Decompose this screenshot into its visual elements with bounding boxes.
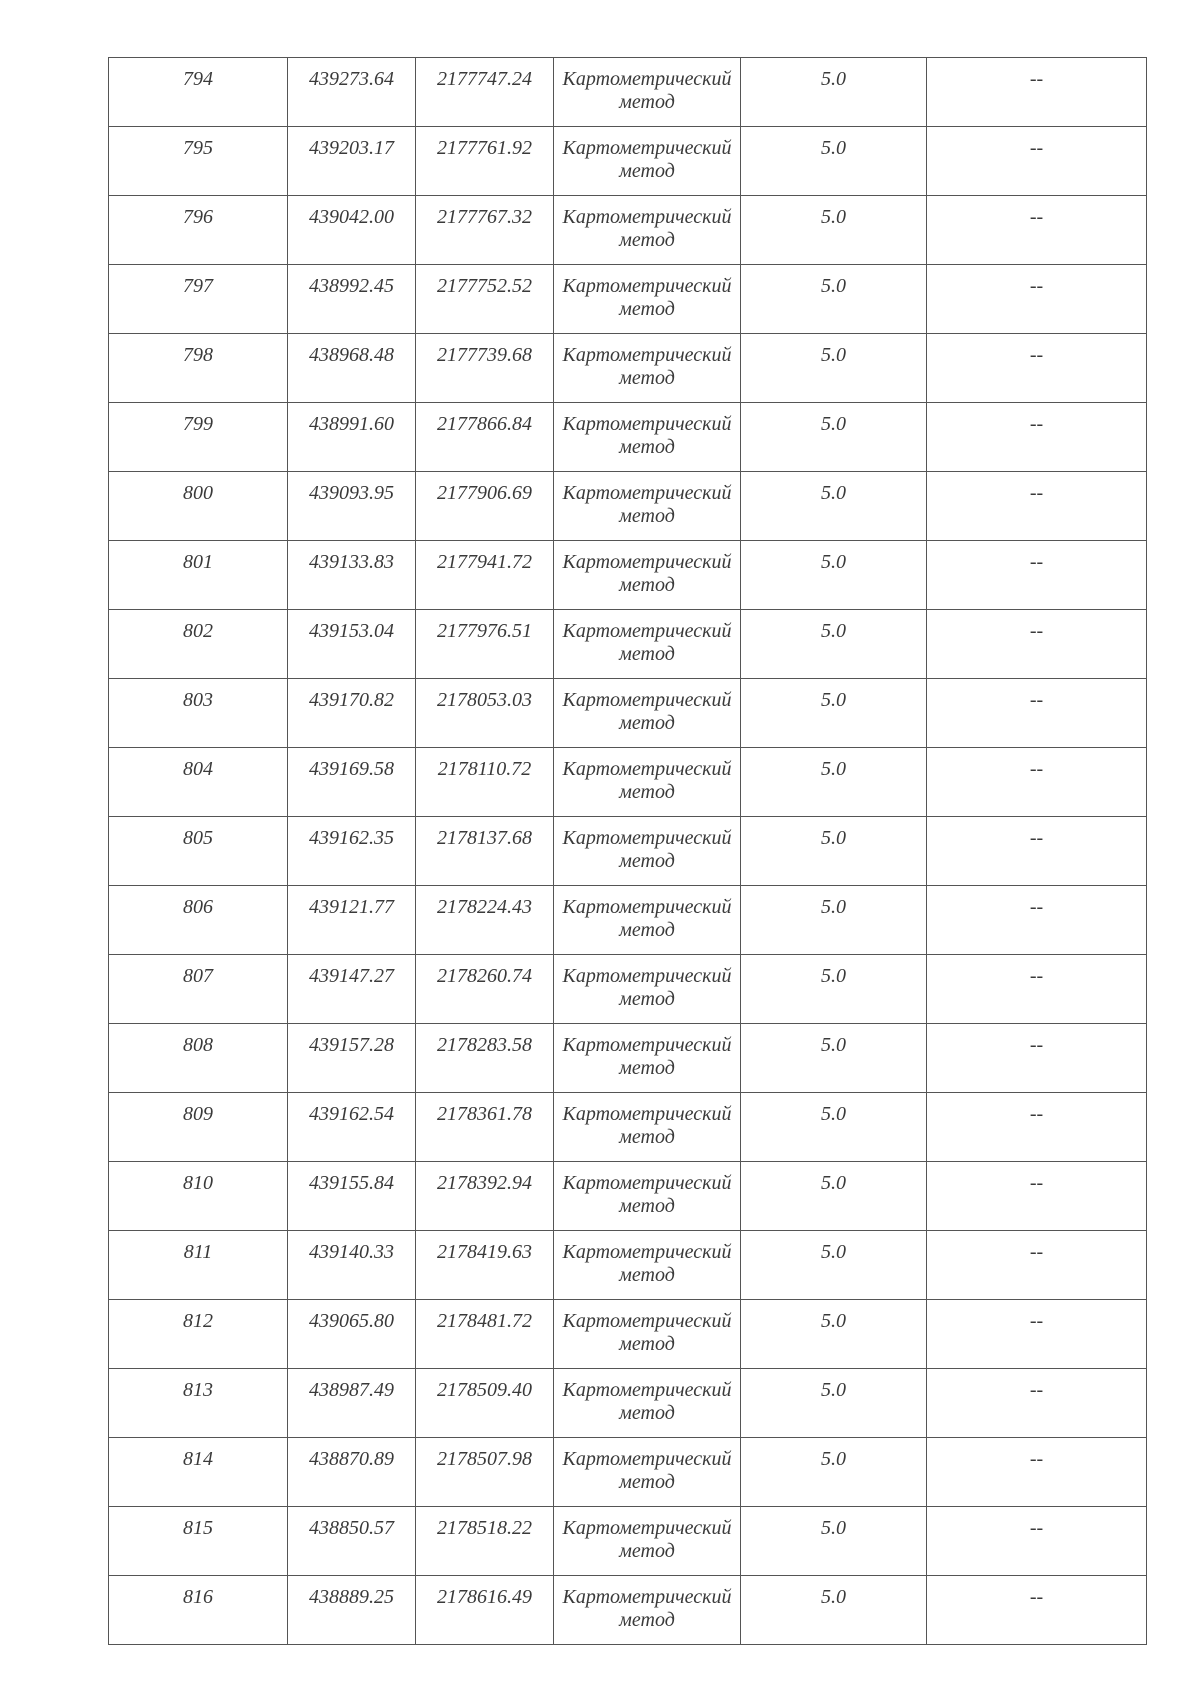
point-number-cell: 798 [109,334,288,403]
x-coordinate-cell: 438850.57 [288,1507,416,1576]
point-number-cell: 804 [109,748,288,817]
y-coordinate-cell: 2177941.72 [416,541,554,610]
method-cell: Картометрический метод [554,127,741,196]
table-row [109,1093,1147,1162]
accuracy-cell: 5.0 [741,403,927,472]
table-row [109,265,1147,334]
x-coordinate-cell: 439140.33 [288,1231,416,1300]
y-coordinate-cell: 2178224.43 [416,886,554,955]
method-cell: Картометрический метод [554,1162,741,1231]
point-number-cell: 811 [109,1231,288,1300]
accuracy-cell: 5.0 [741,1024,927,1093]
point-number-cell: 794 [109,58,288,127]
y-coordinate-cell: 2178509.40 [416,1369,554,1438]
method-cell: Картометрический метод [554,1093,741,1162]
accuracy-cell: 5.0 [741,1438,927,1507]
description-cell: -- [927,817,1147,886]
point-number-cell: 807 [109,955,288,1024]
accuracy-cell: 5.0 [741,58,927,127]
point-number-cell: 796 [109,196,288,265]
accuracy-cell: 5.0 [741,1300,927,1369]
method-cell: Картометрический метод [554,1507,741,1576]
x-coordinate-cell: 438987.49 [288,1369,416,1438]
method-cell: Картометрический метод [554,817,741,886]
accuracy-cell: 5.0 [741,955,927,1024]
x-coordinate-cell: 439042.00 [288,196,416,265]
x-coordinate-cell: 439153.04 [288,610,416,679]
method-cell: Картометрический метод [554,1300,741,1369]
x-coordinate-cell: 438991.60 [288,403,416,472]
accuracy-cell: 5.0 [741,1231,927,1300]
description-cell: -- [927,58,1147,127]
method-cell: Картометрический метод [554,955,741,1024]
point-number-cell: 799 [109,403,288,472]
table-row [109,196,1147,265]
method-cell: Картометрический метод [554,541,741,610]
accuracy-cell: 5.0 [741,127,927,196]
y-coordinate-cell: 2178053.03 [416,679,554,748]
y-coordinate-cell: 2177739.68 [416,334,554,403]
accuracy-cell: 5.0 [741,886,927,955]
accuracy-cell: 5.0 [741,334,927,403]
description-cell: -- [927,1438,1147,1507]
method-cell: Картометрический метод [554,1438,741,1507]
method-cell: Картометрический метод [554,610,741,679]
method-cell: Картометрический метод [554,334,741,403]
point-number-cell: 800 [109,472,288,541]
description-cell: -- [927,1231,1147,1300]
y-coordinate-cell: 2177906.69 [416,472,554,541]
table-row [109,1162,1147,1231]
table-row [109,58,1147,127]
table-row [109,1576,1147,1645]
description-cell: -- [927,1093,1147,1162]
coordinates-table-body [109,58,1147,1645]
y-coordinate-cell: 2177747.24 [416,58,554,127]
table-row [109,334,1147,403]
point-number-cell: 813 [109,1369,288,1438]
x-coordinate-cell: 438992.45 [288,265,416,334]
description-cell: -- [927,610,1147,679]
y-coordinate-cell: 2178616.49 [416,1576,554,1645]
point-number-cell: 815 [109,1507,288,1576]
table-row [109,748,1147,817]
description-cell: -- [927,1576,1147,1645]
x-coordinate-cell: 438889.25 [288,1576,416,1645]
table-row [109,1300,1147,1369]
method-cell: Картометрический метод [554,1231,741,1300]
accuracy-cell: 5.0 [741,610,927,679]
accuracy-cell: 5.0 [741,472,927,541]
method-cell: Картометрический метод [554,1576,741,1645]
x-coordinate-cell: 439155.84 [288,1162,416,1231]
y-coordinate-cell: 2177976.51 [416,610,554,679]
table-row [109,472,1147,541]
accuracy-cell: 5.0 [741,196,927,265]
description-cell: -- [927,1300,1147,1369]
point-number-cell: 802 [109,610,288,679]
point-number-cell: 797 [109,265,288,334]
point-number-cell: 810 [109,1162,288,1231]
x-coordinate-cell: 439170.82 [288,679,416,748]
y-coordinate-cell: 2178419.63 [416,1231,554,1300]
x-coordinate-cell: 439203.17 [288,127,416,196]
y-coordinate-cell: 2177761.92 [416,127,554,196]
point-number-cell: 795 [109,127,288,196]
description-cell: -- [927,472,1147,541]
description-cell: -- [927,748,1147,817]
table-row [109,679,1147,748]
method-cell: Картометрический метод [554,472,741,541]
table-row [109,955,1147,1024]
method-cell: Картометрический метод [554,1369,741,1438]
x-coordinate-cell: 439121.77 [288,886,416,955]
description-cell: -- [927,679,1147,748]
table-row [109,1507,1147,1576]
x-coordinate-cell: 439093.95 [288,472,416,541]
table-row [109,1231,1147,1300]
method-cell: Картометрический метод [554,58,741,127]
description-cell: -- [927,955,1147,1024]
method-cell: Картометрический метод [554,265,741,334]
y-coordinate-cell: 2178283.58 [416,1024,554,1093]
y-coordinate-cell: 2178260.74 [416,955,554,1024]
point-number-cell: 814 [109,1438,288,1507]
x-coordinate-cell: 439133.83 [288,541,416,610]
x-coordinate-cell: 439157.28 [288,1024,416,1093]
method-cell: Картометрический метод [554,196,741,265]
accuracy-cell: 5.0 [741,817,927,886]
x-coordinate-cell: 439169.58 [288,748,416,817]
accuracy-cell: 5.0 [741,748,927,817]
point-number-cell: 809 [109,1093,288,1162]
accuracy-cell: 5.0 [741,679,927,748]
table-row [109,541,1147,610]
description-cell: -- [927,265,1147,334]
y-coordinate-cell: 2177866.84 [416,403,554,472]
table-row [109,886,1147,955]
y-coordinate-cell: 2178481.72 [416,1300,554,1369]
table-row [109,817,1147,886]
point-number-cell: 812 [109,1300,288,1369]
y-coordinate-cell: 2178110.72 [416,748,554,817]
method-cell: Картометрический метод [554,679,741,748]
point-number-cell: 805 [109,817,288,886]
accuracy-cell: 5.0 [741,1507,927,1576]
table-row [109,127,1147,196]
description-cell: -- [927,1024,1147,1093]
description-cell: -- [927,1162,1147,1231]
table-row [109,610,1147,679]
method-cell: Картометрический метод [554,1024,741,1093]
method-cell: Картометрический метод [554,403,741,472]
point-number-cell: 803 [109,679,288,748]
x-coordinate-cell: 439147.27 [288,955,416,1024]
description-cell: -- [927,127,1147,196]
point-number-cell: 808 [109,1024,288,1093]
table-row [109,1369,1147,1438]
x-coordinate-cell: 438968.48 [288,334,416,403]
coordinates-table [108,57,1147,1645]
description-cell: -- [927,541,1147,610]
description-cell: -- [927,886,1147,955]
table-row [109,403,1147,472]
x-coordinate-cell: 438870.89 [288,1438,416,1507]
y-coordinate-cell: 2178518.22 [416,1507,554,1576]
description-cell: -- [927,196,1147,265]
x-coordinate-cell: 439273.64 [288,58,416,127]
method-cell: Картометрический метод [554,748,741,817]
point-number-cell: 801 [109,541,288,610]
x-coordinate-cell: 439162.35 [288,817,416,886]
accuracy-cell: 5.0 [741,541,927,610]
table-row [109,1024,1147,1093]
table-row [109,1438,1147,1507]
accuracy-cell: 5.0 [741,1576,927,1645]
accuracy-cell: 5.0 [741,1369,927,1438]
description-cell: -- [927,1369,1147,1438]
x-coordinate-cell: 439162.54 [288,1093,416,1162]
accuracy-cell: 5.0 [741,1093,927,1162]
description-cell: -- [927,1507,1147,1576]
y-coordinate-cell: 2178137.68 [416,817,554,886]
description-cell: -- [927,403,1147,472]
accuracy-cell: 5.0 [741,265,927,334]
point-number-cell: 816 [109,1576,288,1645]
x-coordinate-cell: 439065.80 [288,1300,416,1369]
method-cell: Картометрический метод [554,886,741,955]
y-coordinate-cell: 2178507.98 [416,1438,554,1507]
y-coordinate-cell: 2178361.78 [416,1093,554,1162]
description-cell: -- [927,334,1147,403]
y-coordinate-cell: 2177752.52 [416,265,554,334]
point-number-cell: 806 [109,886,288,955]
accuracy-cell: 5.0 [741,1162,927,1231]
y-coordinate-cell: 2177767.32 [416,196,554,265]
y-coordinate-cell: 2178392.94 [416,1162,554,1231]
